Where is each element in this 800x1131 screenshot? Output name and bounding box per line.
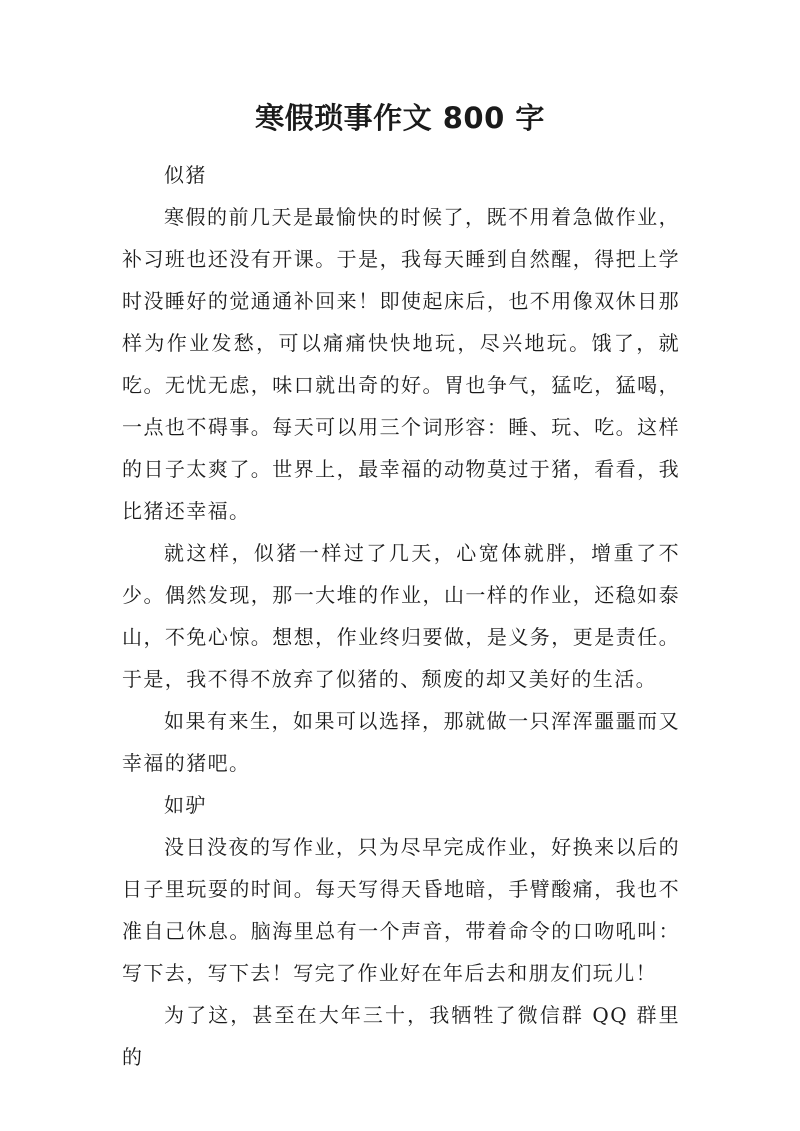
paragraph: 如果有来生，如果可以选择，那就做一只浑浑噩噩而又幸福的猪吧。: [122, 709, 680, 775]
section-donkey: [122, 784, 680, 1078]
paragraph: 没日没夜的写作业，只为尽早完成作业，好换来以后的日子里玩耍的时间。每天写得天昏地暗，手臂酸痛，我也不准自己休息。脑海里总有一个声音，带着命令的口吻吼叫：写下去，写下去！写完了作业好在年后去和朋友们玩儿！: [122, 835, 680, 985]
paragraph: 寒假的前几天是最愉快的时候了，既不用着急做作业，补习班也还没有开课。于是，我每天睡到自然醒，得把上学时没睡好的觉通通补回来！即使起床后，也不用像双休日那样为作业发愁，可以痛痛快快地玩，尽兴地玩。饿了，就吃。无忧无虑，味口就出奇的好。胃也争气，猛吃，猛喝，一点也不碍事。每天可以用三个词形容：睡、玩、吃。这样的日子太爽了。世界上，最幸福的动物莫过于猪，看看，我比猪还幸福。: [122, 205, 680, 523]
section-heading: 似猪: [164, 163, 207, 187]
document-title: 寒假琐事作文 800 字: [255, 101, 545, 135]
section-heading: 如驴: [164, 793, 207, 817]
document-body: [122, 154, 680, 1078]
paragraph: 就这样，似猪一样过了几天，心宽体就胖，增重了不少。偶然发现，那一大堆的作业，山一样的作业，还稳如泰山，不免心惊。想想，作业终归要做，是义务，更是责任。于是，我不得不放弃了似猪的、颓废的却又美好的生活。: [122, 541, 680, 691]
section-pig: [122, 154, 680, 784]
paragraph: 为了这，甚至在大年三十，我牺牲了微信群 QQ 群里的: [122, 1003, 680, 1069]
